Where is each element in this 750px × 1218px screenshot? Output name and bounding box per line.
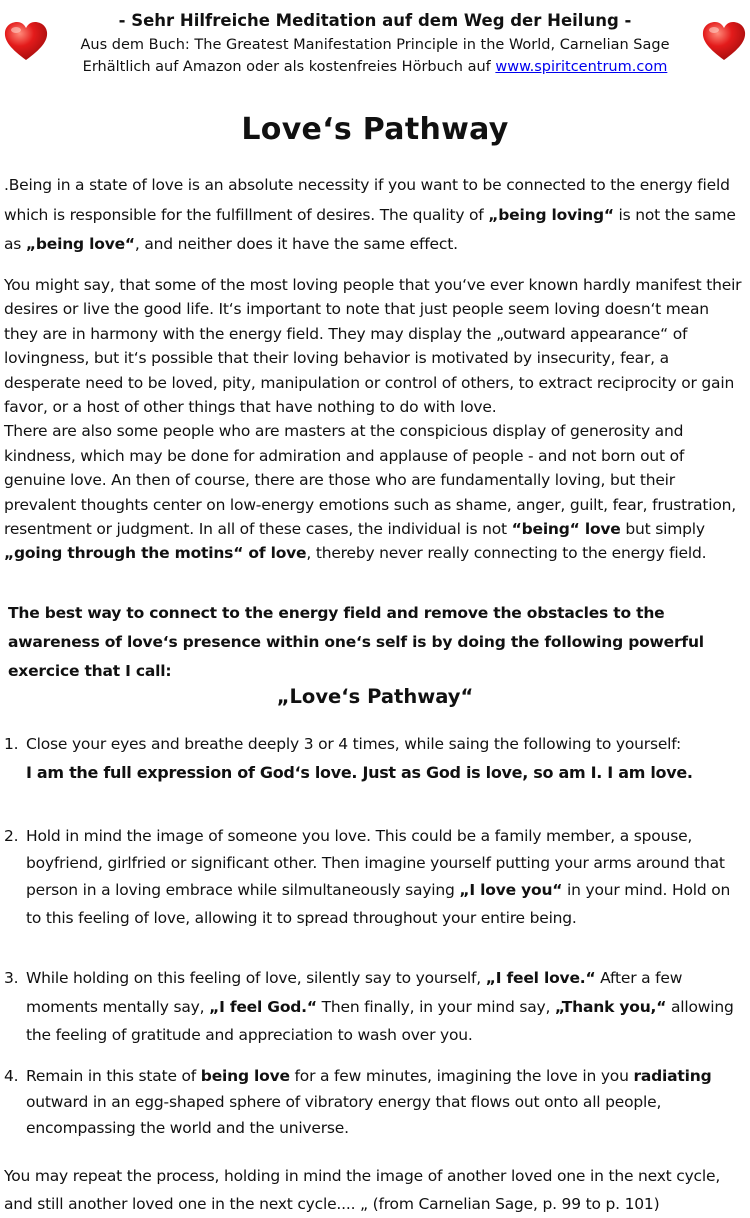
header-availability (0, 56, 750, 78)
bold-phrase: “being“ love (511, 520, 621, 539)
list-number: 2. (4, 827, 19, 845)
bold-phrase: being love (200, 1067, 290, 1085)
header (0, 8, 750, 78)
spiritcentrum-link[interactable]: www.spiritcentrum.com (495, 59, 668, 75)
text-span: While holding on this feeling of love, silently say to yourself, (26, 969, 486, 987)
bold-phrase: „being love“ (25, 235, 135, 253)
text-span: There are also some people who are masters at the conspicious display of generosity and kindness, which may be done for admiration and applause of people - and not born out of genuine love. An then of course, there are those who are fundamentally loving, but their prevalent thoughts center on low-energy emotions such as shame, anger, guilt, fear, frustration, resentment or judgment. In all of these cases, the individual is not (4, 422, 737, 539)
page-title: Love‘s Pathway (241, 112, 509, 147)
exercise-intro: The best way to connect to the energy field and remove the obstacles to the awareness of love‘s presence within one‘s self is by doing the following powerful exercice that I call: (8, 604, 704, 680)
bold-phrase: „being loving“ (488, 205, 614, 224)
text-span: Remain in this state of (26, 1067, 201, 1085)
list-item (4, 1063, 746, 1141)
bold-phrase: „going through the motins“ of love (4, 544, 307, 563)
bold-phrase: „I feel God.“ (209, 997, 317, 1016)
header-source: Aus dem Buch: The Greatest Manifestation Principle in the World, Carnelian Sage (80, 37, 670, 53)
text-span: , and neither does it have the same effect. (134, 235, 458, 253)
body-paragraph (4, 273, 746, 566)
intro-paragraph (4, 171, 746, 260)
bold-phrase: radiating (633, 1067, 712, 1085)
text-span: Close your eyes and breathe deeply 3 or 4 times, while saing the following to yourself: (26, 735, 682, 753)
text-span: After a few moments mentally say, (26, 969, 683, 1016)
text-span: Hold in mind the image of someone you love. This could be a family member, a spouse, boyfriend, girlfried or significant other. Then imagine yourself putting your arms around that person in a loving embrace while silmultaneously saying (26, 827, 725, 900)
text-span: Then finally, in your mind say, (316, 997, 555, 1016)
list-number: 3. (4, 969, 19, 987)
closing-paragraph: You may repeat the process, holding in mind the image of another loved one in the next cycle, and still another loved one in the next cycle.... „ (from Carnelian Sage, p. 99 to p. 101) (4, 1167, 721, 1213)
list-item (4, 964, 746, 1050)
text-block (4, 419, 746, 565)
text-span: for a few minutes, imagining the love in you (289, 1067, 634, 1085)
header-availability-text: Erhältlich auf Amazon oder als kostenfreies Hörbuch auf (82, 59, 496, 75)
list-item (4, 823, 746, 932)
text-span: but simply (620, 520, 705, 539)
list-number: 4. (4, 1067, 19, 1085)
header-tagline: - Sehr Hilfreiche Meditation auf dem Weg der Heilung - (118, 11, 632, 30)
text-span: allowing the feeling of gratitude and appreciation to wash over you. (26, 997, 734, 1044)
text-block: You might say, that some of the most loving people that you‘ve ever known hardly manifest their desires or live the good life. It‘s important to note that just people seem loving doesn‘t mean they are in harmony with the energy field. They may display the „outward appearance“ of lovingness, but it‘s possible that their loving behavior is motivated by insecurity, fear, a desperate need to be loved, pity, manipulation or control of others, to extract reciprocity or gain favor, or a host of other things that have nothing to do with love. (4, 276, 742, 417)
bold-phrase: „I feel love.“ (485, 969, 596, 987)
text-span: .Being in a state of love is an absolute necessity if you want to be connected to the energy field which is responsible for the fulfillment of desires. The quality of (4, 176, 730, 224)
text-span: in your mind. Hold on to this feeling of love, allowing it to spread throughout your entire being. (26, 881, 731, 927)
affirmation: I am the full expression of God‘s love. Just as God is love, so am I. I am love. (26, 763, 693, 782)
exercise-title: „Love‘s Pathway“ (276, 685, 474, 708)
list-number: 1. (4, 735, 19, 753)
bold-phrase: „Thank you,“ (554, 997, 667, 1016)
text-span: outward in an egg-shaped sphere of vibratory energy that flows out onto all people, encompassing the world and the universe. (26, 1093, 662, 1137)
list-item (4, 731, 746, 786)
text-span: is not the same as (4, 205, 736, 253)
text-span: , thereby never really connecting to the energy field. (306, 544, 707, 563)
bold-phrase: „I love you“ (459, 881, 563, 900)
